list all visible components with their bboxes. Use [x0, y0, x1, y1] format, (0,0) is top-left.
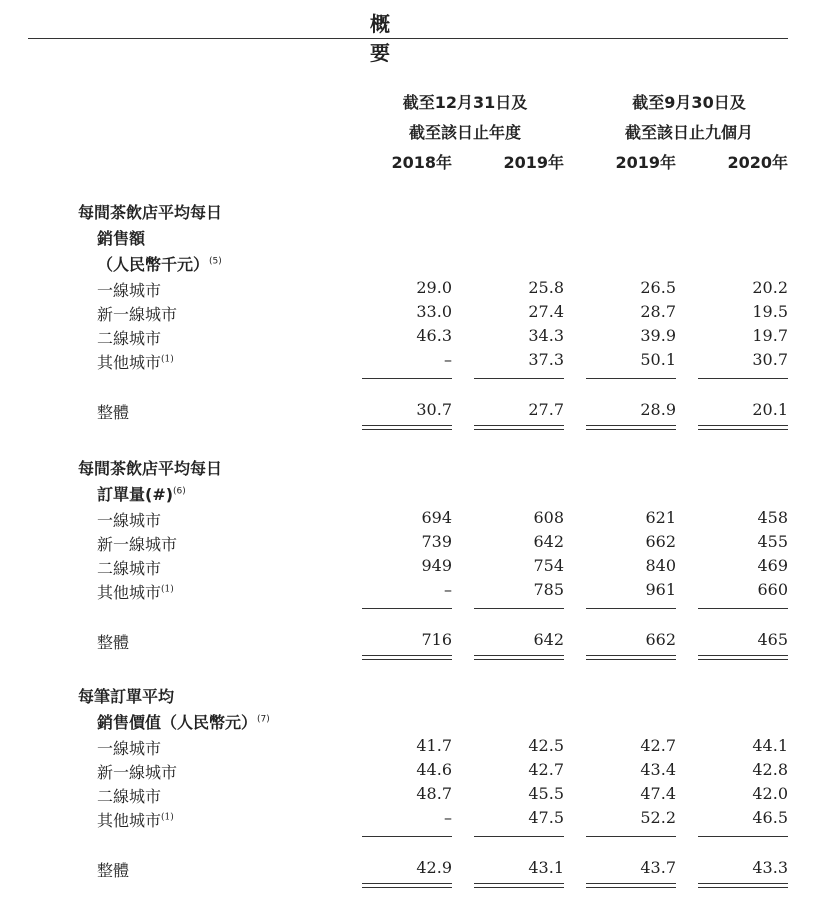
subtotal-rule [474, 836, 564, 837]
period-header-fy-line1: 截至12月31日及 [402, 93, 528, 112]
row-label-text: 新一線城市 [97, 535, 178, 554]
subtotal-rule [586, 608, 676, 609]
total-cell: 716 [421, 630, 452, 649]
total-cell: 30.7 [416, 400, 452, 419]
table-cell: 961 [645, 580, 676, 599]
total-cell: 20.1 [752, 400, 788, 419]
table-cell: 48.7 [416, 784, 452, 803]
table-cell: 694 [421, 508, 452, 527]
total-label: 整體 [97, 403, 130, 422]
total-cell: 28.9 [640, 400, 676, 419]
table-cell: 662 [645, 532, 676, 551]
total-cell: 642 [533, 630, 564, 649]
page-title: 概 要 [370, 12, 450, 65]
total-label: 整體 [97, 633, 130, 652]
table-cell: 608 [533, 508, 564, 527]
row-label-text: 二線城市 [97, 559, 162, 578]
row-label-text: 一線城市 [97, 281, 162, 300]
table-cell: 739 [421, 532, 452, 551]
section-title-line: 每間茶飲店平均每日 [78, 459, 223, 478]
subtotal-rule [698, 836, 788, 837]
total-double-rule [474, 883, 564, 888]
table-cell: 455 [757, 532, 788, 551]
subtotal-rule [586, 378, 676, 379]
table-cell: 42.5 [528, 736, 564, 755]
table-cell: 39.9 [640, 326, 676, 345]
table-cell: 46.5 [752, 808, 788, 827]
table-cell: 26.5 [640, 278, 676, 297]
row-label [97, 302, 177, 325]
subtotal-rule [474, 608, 564, 609]
subtotal-rule [362, 836, 452, 837]
total-double-rule [698, 883, 788, 888]
table-cell: 33.0 [416, 302, 452, 321]
row-label-text: 其他城市 [97, 353, 162, 372]
section-title-line: 每間茶飲店平均每日 [78, 203, 223, 222]
table-cell: 642 [533, 532, 564, 551]
section-title-line: 銷售價值（人民幣元）$^{(7)}$ [97, 713, 270, 732]
total-cell: 43.3 [752, 858, 788, 877]
table-cell: 50.1 [640, 350, 676, 369]
table-cell: 44.1 [752, 736, 788, 755]
section-title-line: 訂單量(#)$^{(6)}$ [97, 485, 186, 504]
table-cell: – [444, 808, 452, 827]
row-label-text: 一線城市 [97, 511, 162, 530]
row-label-text: 新一線城市 [97, 305, 178, 324]
total-cell: 662 [645, 630, 676, 649]
total-cell: 43.7 [640, 858, 676, 877]
total-double-rule [586, 883, 676, 888]
table-cell: 29.0 [416, 278, 452, 297]
title-rule [28, 38, 788, 39]
total-double-rule [362, 655, 452, 660]
total-double-rule [586, 425, 676, 430]
row-label-text: 二線城市 [97, 329, 162, 348]
total-label: 整體 [97, 861, 130, 880]
table-cell: 20.2 [752, 278, 788, 297]
row-label [97, 326, 161, 349]
subtotal-rule [362, 608, 452, 609]
table-cell: 42.7 [640, 736, 676, 755]
footnote-marker: (5) [209, 256, 222, 267]
year-header-2019-9m: 2019年 [615, 153, 676, 172]
period-header-9m-line1: 截至9月30日及 [632, 93, 746, 112]
total-double-rule [474, 655, 564, 660]
table-cell: 30.7 [752, 350, 788, 369]
table-cell: 47.5 [528, 808, 564, 827]
table-cell: 28.7 [640, 302, 676, 321]
table-cell: 43.4 [640, 760, 676, 779]
row-label-text: 其他城市 [97, 583, 162, 602]
footnote-marker: (1) [161, 354, 174, 365]
total-double-rule [586, 655, 676, 660]
table-cell: 47.4 [640, 784, 676, 803]
section-title-line: （人民幣千元）$^{(5)}$ [97, 255, 222, 274]
table-cell: 785 [533, 580, 564, 599]
table-cell: 44.6 [416, 760, 452, 779]
section-title-line: 每筆訂單平均 [78, 687, 175, 706]
subtotal-rule [698, 378, 788, 379]
row-label [97, 532, 177, 555]
table-cell: 41.7 [416, 736, 452, 755]
total-double-rule [362, 883, 452, 888]
table-cell: 42.7 [528, 760, 564, 779]
row-label [97, 784, 161, 807]
row-label [97, 760, 177, 783]
table-cell: 52.2 [640, 808, 676, 827]
table-cell: 46.3 [416, 326, 452, 345]
row-label [97, 278, 161, 301]
year-header-2019-fy: 2019年 [503, 153, 564, 172]
subtotal-rule [698, 608, 788, 609]
total-cell: 42.9 [416, 858, 452, 877]
total-double-rule [362, 425, 452, 430]
row-label [97, 508, 161, 531]
table-cell: 42.0 [752, 784, 788, 803]
row-label [97, 808, 174, 831]
year-header-2020: 2020年 [727, 153, 788, 172]
table-cell: 621 [645, 508, 676, 527]
table-cell: 458 [757, 508, 788, 527]
total-double-rule [474, 425, 564, 430]
total-cell: 27.7 [528, 400, 564, 419]
table-cell: 34.3 [528, 326, 564, 345]
subtotal-rule [474, 378, 564, 379]
row-label-text: 二線城市 [97, 787, 162, 806]
row-label-text: 新一線城市 [97, 763, 178, 782]
footnote-marker: (6) [173, 486, 186, 497]
footnote-marker: (7) [257, 714, 270, 725]
table-cell: 660 [757, 580, 788, 599]
row-label [97, 580, 174, 603]
table-cell: 840 [645, 556, 676, 575]
period-header-9m-line2: 截至該日止九個月 [624, 123, 753, 142]
period-header-fy-line2: 截至該日止年度 [408, 123, 521, 142]
row-label [97, 736, 161, 759]
total-double-rule [698, 425, 788, 430]
table-cell: – [444, 580, 452, 599]
subtotal-rule [586, 836, 676, 837]
total-cell: 43.1 [528, 858, 564, 877]
footnote-marker: (1) [161, 584, 174, 595]
table-cell: – [444, 350, 452, 369]
row-label-text: 一線城市 [97, 739, 162, 758]
row-label [97, 556, 161, 579]
subtotal-rule [362, 378, 452, 379]
year-header-2018: 2018年 [391, 153, 452, 172]
table-cell: 27.4 [528, 302, 564, 321]
table-cell: 949 [421, 556, 452, 575]
table-cell: 45.5 [528, 784, 564, 803]
table-cell: 37.3 [528, 350, 564, 369]
table-cell: 25.8 [528, 278, 564, 297]
table-cell: 42.8 [752, 760, 788, 779]
total-cell: 465 [757, 630, 788, 649]
footnote-marker: (1) [161, 812, 174, 823]
total-double-rule [698, 655, 788, 660]
table-cell: 19.7 [752, 326, 788, 345]
table-cell: 19.5 [752, 302, 788, 321]
section-title-line: 銷售額 [97, 229, 146, 248]
row-label-text: 其他城市 [97, 811, 162, 830]
row-label [97, 350, 174, 373]
table-cell: 754 [533, 556, 564, 575]
table-cell: 469 [757, 556, 788, 575]
